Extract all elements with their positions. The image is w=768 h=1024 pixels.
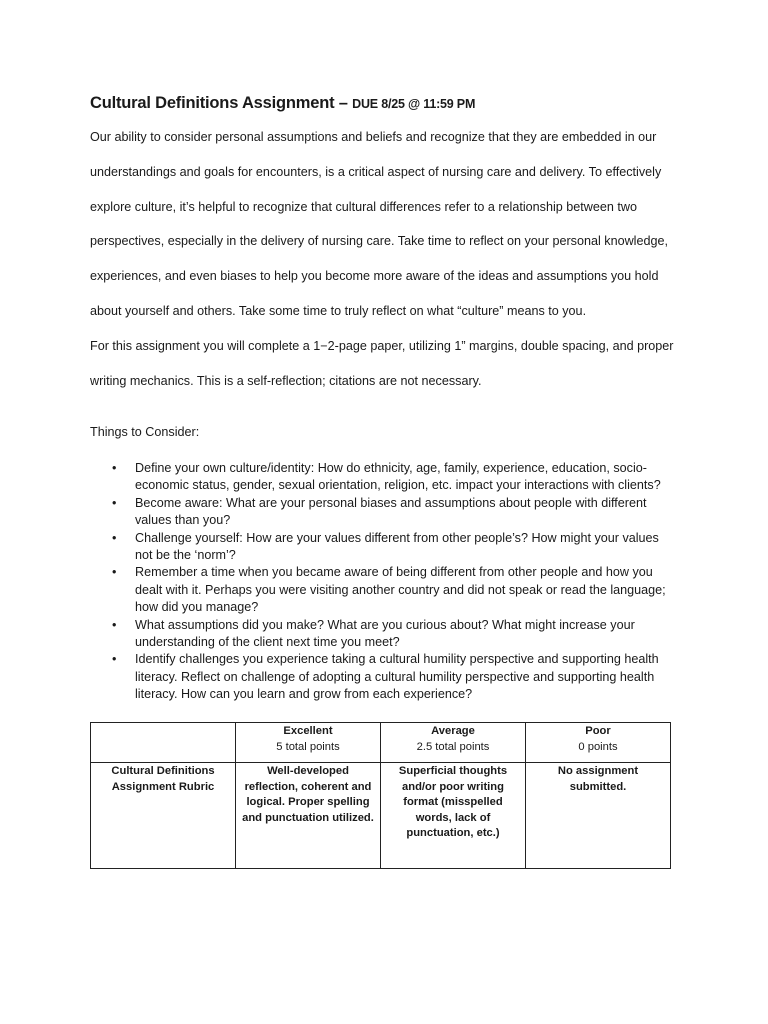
due-date: DUE 8/25 @ 11:59 PM: [352, 97, 476, 111]
intro-paragraph: [90, 120, 690, 329]
bullet-icon: •: [112, 495, 117, 510]
rubric-level-label: Average: [431, 725, 475, 737]
list-item: [90, 617, 680, 652]
bullet-icon: •: [112, 652, 117, 667]
rubric-header-empty: [91, 723, 236, 763]
list-item: [90, 651, 680, 703]
list-item-line: dealt with it. Perhaps you were visiting another country and did not speak or read the language;: [135, 582, 666, 597]
rubric-cell-poor: No assignment submitted.: [526, 763, 671, 869]
paragraph-line: writing mechanics. This is a self-reflection; citations are not necessary.: [90, 373, 482, 388]
consider-list: [90, 460, 680, 704]
list-item: [90, 564, 680, 616]
rubric-row-title: Cultural Definitions Assignment Rubric: [91, 763, 236, 869]
rubric-cell-excellent: Well-developed reflection, coherent and logical. Proper spelling and punctuation utilized.: [236, 763, 381, 869]
assignment-paragraph: [90, 329, 690, 399]
list-item: [90, 495, 680, 530]
rubric-table: [90, 722, 671, 869]
rubric-level-points: 2.5 total points: [416, 740, 490, 753]
list-item-line: economic status, gender, sexual orientation, religion, etc. impact your interactions with clients?: [135, 478, 661, 493]
title-main: Cultural Definitions Assignment –: [90, 94, 348, 112]
things-to-consider-heading: Things to Consider:: [90, 425, 200, 439]
list-item: [90, 530, 680, 565]
list-item-line: literacy. Reflect on challenge of adopting a cultural humility perspective and supporting health: [135, 669, 655, 684]
bullet-icon: •: [112, 530, 117, 545]
list-item-line: Identify challenges you experience taking a cultural humility perspective and supporting health: [135, 652, 659, 667]
list-item-line: Challenge yourself: How are your values different from other people’s? How might your values: [135, 530, 659, 545]
rubric-level-points: 5 total points: [276, 740, 340, 753]
paragraph-line: understandings and goals for encounters, is a critical aspect of nursing care and delivery. To effectively: [90, 164, 662, 179]
list-item-line: understanding of the client next time you meet?: [135, 635, 400, 650]
rubric-level-label: Poor: [585, 725, 611, 737]
paragraph-line: perspectives, especially in the delivery of nursing care. Take time to reflect on your personal knowledge,: [90, 234, 668, 249]
rubric-row: [91, 763, 671, 869]
paragraph-line: Our ability to consider personal assumptions and beliefs and recognize that they are embedded in our: [90, 130, 657, 144]
rubric-header-average: [381, 723, 526, 763]
paragraph-line: experiences, and even biases to help you become more aware of the ideas and assumptions you hold: [90, 269, 659, 284]
list-item-line: literacy. How can you learn and grow from each experience?: [135, 687, 473, 702]
list-item-line: values than you?: [135, 513, 231, 528]
paragraph-line: explore culture, it’s helpful to recognize that cultural differences refer to a relationship between two: [90, 199, 637, 214]
list-item: [90, 460, 680, 495]
list-item-line: Remember a time when you became aware of being different from other people and how you: [135, 565, 653, 580]
list-item-line: What assumptions did you make? What are you curious about? What might increase your: [135, 617, 635, 632]
bullet-icon: •: [112, 461, 117, 475]
rubric-level-label: Excellent: [283, 725, 333, 737]
list-item-line: not be the ‘norm’?: [135, 548, 236, 563]
list-item-line: Become aware: What are your personal biases and assumptions about people with different: [135, 495, 647, 510]
rubric-cell-average: Superficial thoughts and/or poor writing format (misspelled words, lack of punctuation, etc.): [381, 763, 526, 869]
bullet-icon: •: [112, 617, 117, 632]
list-item-line: Define your own culture/identity: How do ethnicity, age, family, experience, education, socio-: [135, 461, 647, 475]
list-item-line: how did you manage?: [135, 600, 259, 615]
rubric-level-points: 0 points: [578, 740, 618, 753]
rubric-header-poor: [526, 723, 671, 763]
document-title: [90, 94, 475, 113]
paragraph-line: about yourself and others. Take some time to truly reflect on what “culture” means to you.: [90, 303, 587, 318]
paragraph-line: For this assignment you will complete a 1−2-page paper, utilizing 1” margins, double spacing, and proper: [90, 339, 674, 353]
rubric-header-excellent: [236, 723, 381, 763]
rubric-header-row: [91, 723, 671, 763]
bullet-icon: •: [112, 565, 117, 580]
